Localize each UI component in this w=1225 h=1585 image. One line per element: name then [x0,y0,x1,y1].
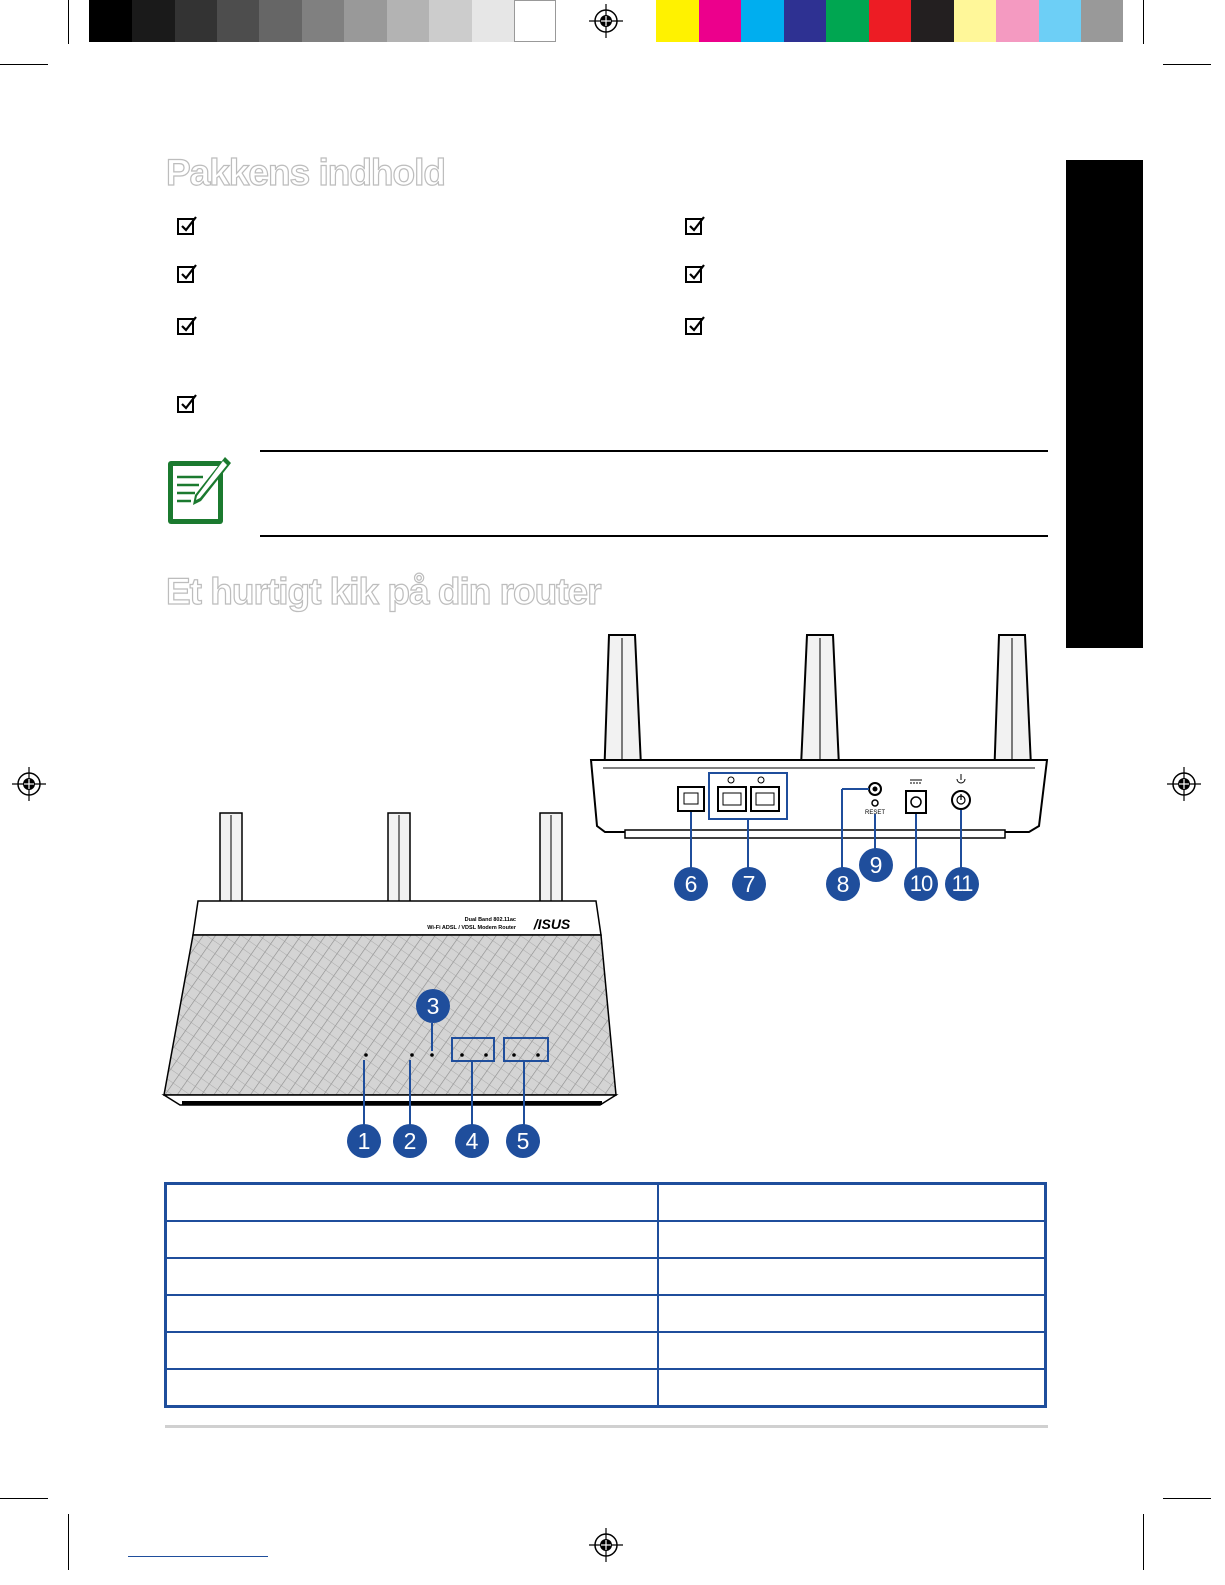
table-cell [658,1295,1046,1332]
model-line-1: Dual Band 802.11ac [464,917,516,923]
table-cell [658,1221,1046,1258]
gray-swatch [472,0,514,42]
table-row [166,1332,1046,1369]
brand-logo: /ISUS [533,916,571,932]
table-cell [658,1258,1046,1295]
color-swatch [869,0,911,42]
checkbox-icon [685,318,702,335]
callout-5: 5 [506,1124,540,1158]
callout-11: 11 [945,867,979,901]
table-cell [658,1184,1046,1222]
callout-8: 8 [826,867,860,901]
color-swatch [996,0,1039,42]
note-pencil-icon [165,455,231,527]
color-swatch [699,0,741,42]
gray-swatch [217,0,259,42]
table-row [166,1369,1046,1407]
checkbox-icon [177,318,194,335]
registration-mark-icon [12,767,46,801]
gray-swatch [514,0,556,42]
table-cell [166,1258,659,1295]
gray-swatch [344,0,387,42]
footer-rule [165,1425,1048,1428]
registration-mark-icon [589,1528,623,1562]
color-swatch [911,0,954,42]
table-cell [658,1369,1046,1407]
callout-6: 6 [674,867,708,901]
router-rear-panel-illustration [585,630,1055,910]
callout-7: 7 [732,867,766,901]
color-swatch [954,0,996,42]
callout-2: 2 [393,1124,427,1158]
checkbox-icon [177,266,194,283]
table-row [166,1295,1046,1332]
table-cell [166,1295,659,1332]
color-swatch [656,0,699,42]
gray-swatch [387,0,429,42]
color-swatch [826,0,869,42]
color-swatch [1081,0,1123,42]
table-row [166,1221,1046,1258]
callout-3: 3 [416,989,450,1023]
gray-swatch [175,0,217,42]
router-front-panel-illustration [160,805,640,1125]
callout-4: 4 [455,1124,489,1158]
color-swatch [784,0,826,42]
color-swatch [741,0,784,42]
note-top-rule [260,450,1048,452]
model-line-2: Wi-Fi ADSL / VDSL Modem Router [427,925,516,931]
registration-mark-icon [589,4,623,38]
gray-swatch [429,0,472,42]
checkbox-icon [177,218,194,235]
registration-mark-icon [1167,767,1201,801]
legend-table [164,1182,1047,1408]
table-cell [166,1221,659,1258]
quick-look-heading: Et hurtigt kik på din router [166,571,601,612]
gray-swatch [132,0,175,42]
checkbox-icon [685,218,702,235]
package-contents-heading: Pakkens indhold [166,152,446,193]
checkbox-icon [177,396,194,413]
note-bottom-rule [260,535,1048,537]
gray-swatch [259,0,302,42]
color-swatch [1039,0,1081,42]
table-row [166,1184,1046,1222]
table-cell [166,1184,659,1222]
callout-9: 9 [859,848,893,882]
language-side-tab [1066,160,1143,648]
gray-swatch [302,0,344,42]
callout-10: 10 [904,867,938,901]
gray-swatch [89,0,132,42]
callout-1: 1 [347,1124,381,1158]
table-cell [658,1332,1046,1369]
table-row [166,1258,1046,1295]
reset-label: RESET [864,810,886,816]
table-cell [166,1332,659,1369]
checkbox-icon [685,266,702,283]
table-cell [166,1369,659,1407]
